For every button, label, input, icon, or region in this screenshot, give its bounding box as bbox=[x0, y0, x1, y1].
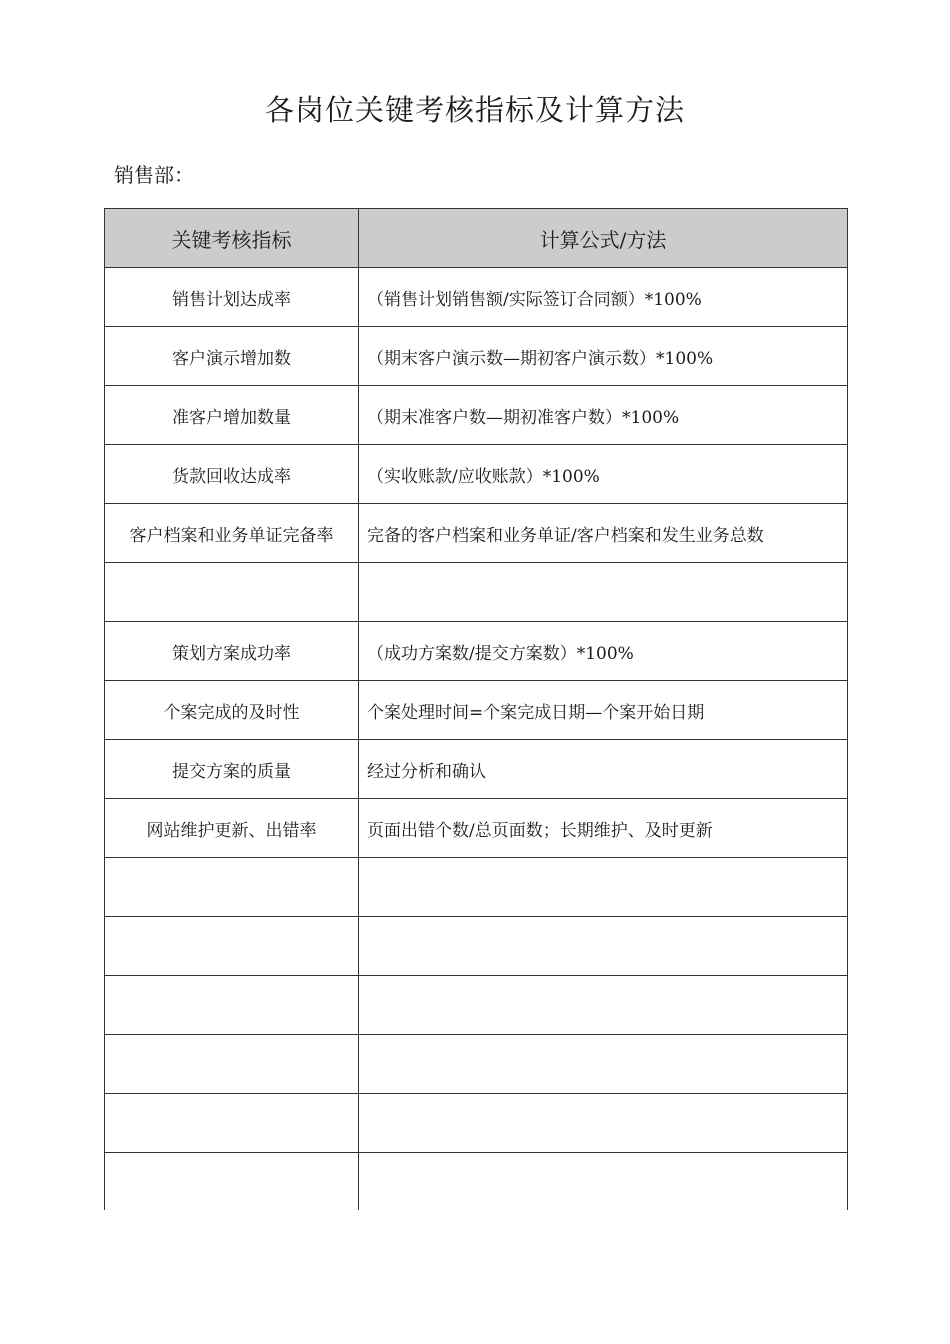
table-row bbox=[105, 327, 848, 386]
indicator-cell: 个案完成的及时性 bbox=[105, 681, 359, 740]
method-cell bbox=[359, 858, 848, 917]
indicator-cell: 策划方案成功率 bbox=[105, 622, 359, 681]
department-label: 销售部： bbox=[114, 163, 194, 187]
method-cell bbox=[359, 1094, 848, 1153]
table-row bbox=[105, 1094, 848, 1153]
method-cell: （期末准客户数—期初准客户数）*100% bbox=[359, 386, 848, 445]
table-header-row bbox=[105, 209, 848, 268]
table-row bbox=[105, 268, 848, 327]
method-cell: 个案处理时间=个案完成日期—个案开始日期 bbox=[359, 681, 848, 740]
method-cell bbox=[359, 1153, 848, 1211]
table-row bbox=[105, 681, 848, 740]
method-cell: （实收账款/应收账款）*100% bbox=[359, 445, 848, 504]
indicator-cell: 准客户增加数量 bbox=[105, 386, 359, 445]
indicator-cell bbox=[105, 563, 359, 622]
table-row bbox=[105, 976, 848, 1035]
method-cell bbox=[359, 1035, 848, 1094]
header-indicator: 关键考核指标 bbox=[105, 209, 359, 268]
header-method: 计算公式/方法 bbox=[359, 209, 848, 268]
indicator-cell bbox=[105, 1035, 359, 1094]
method-cell: （期末客户演示数—期初客户演示数）*100% bbox=[359, 327, 848, 386]
method-cell bbox=[359, 563, 848, 622]
indicator-cell: 提交方案的质量 bbox=[105, 740, 359, 799]
indicator-cell bbox=[105, 1094, 359, 1153]
method-cell bbox=[359, 917, 848, 976]
method-cell: 完备的客户档案和业务单证/客户档案和发生业务总数 bbox=[359, 504, 848, 563]
method-cell: （销售计划销售额/实际签订合同额）*100% bbox=[359, 268, 848, 327]
indicator-cell: 网站维护更新、出错率 bbox=[105, 799, 359, 858]
table-row bbox=[105, 386, 848, 445]
method-cell: 经过分析和确认 bbox=[359, 740, 848, 799]
table-row bbox=[105, 740, 848, 799]
method-cell: （成功方案数/提交方案数）*100% bbox=[359, 622, 848, 681]
indicator-cell bbox=[105, 858, 359, 917]
table-row bbox=[105, 1035, 848, 1094]
table-row bbox=[105, 622, 848, 681]
indicator-cell: 销售计划达成率 bbox=[105, 268, 359, 327]
indicator-cell: 货款回收达成率 bbox=[105, 445, 359, 504]
kpi-table bbox=[104, 208, 848, 1210]
table-row bbox=[105, 563, 848, 622]
indicator-cell bbox=[105, 1153, 359, 1211]
method-cell: 页面出错个数/总页面数；长期维护、及时更新 bbox=[359, 799, 848, 858]
table-row bbox=[105, 858, 848, 917]
indicator-cell: 客户演示增加数 bbox=[105, 327, 359, 386]
indicator-cell bbox=[105, 917, 359, 976]
table-row bbox=[105, 799, 848, 858]
method-cell bbox=[359, 976, 848, 1035]
document-title: 各岗位关键考核指标及计算方法 bbox=[264, 93, 685, 127]
table-row bbox=[105, 445, 848, 504]
indicator-cell bbox=[105, 976, 359, 1035]
table-row bbox=[105, 917, 848, 976]
table-row bbox=[105, 504, 848, 563]
table-row bbox=[105, 1153, 848, 1211]
indicator-cell: 客户档案和业务单证完备率 bbox=[105, 504, 359, 563]
